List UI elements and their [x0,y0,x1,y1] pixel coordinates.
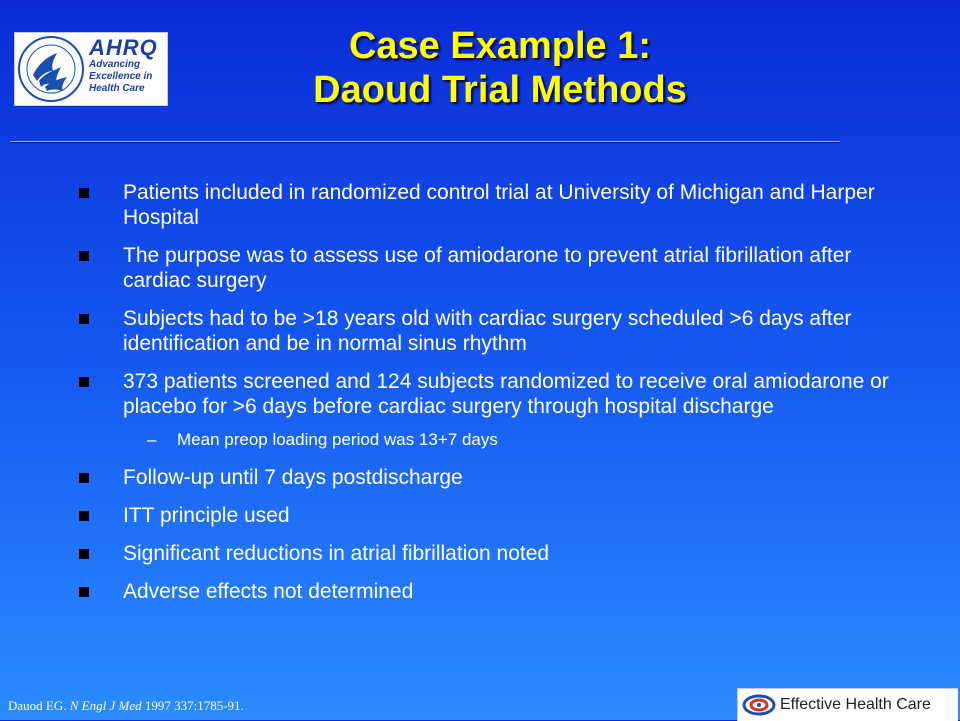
bullet-item [123,465,903,490]
square-bullet-icon [79,377,89,387]
bullet-item [123,180,903,230]
bullet-item [123,369,903,419]
hhs-seal-icon [17,35,85,103]
slide-title [200,24,800,112]
dash-bullet: – [147,430,157,449]
square-bullet-icon [79,314,89,324]
bullet-item [123,541,903,566]
square-bullet-icon [79,511,89,521]
bullet-item [123,306,903,356]
citation-ref: 1997 337:1785-91. [144,698,244,713]
logo-panel [14,32,168,106]
slide-title-line-2: Daoud Trial Methods [313,69,687,111]
ahrq-tagline-3: Health Care [89,83,145,94]
bullet-text: ITT principle used [123,504,290,527]
bullet-item [123,503,903,528]
bullet-text: Adverse effects not determined [123,580,414,603]
ehc-swirl-icon [742,693,776,717]
square-bullet-icon [79,188,89,198]
bullet-text: Subjects had to be >18 years old with cardiac surgery scheduled >6 days after identification and be in normal sinus rhythm [123,307,852,355]
citation-journal: N Engl J Med [69,698,142,713]
square-bullet-icon [79,587,89,597]
ahrq-tagline-1: Advancing [89,59,141,70]
title-divider [10,141,840,143]
citation-author: Dauod EG. [8,698,67,713]
ahrq-tagline-2: Excellence in [89,71,153,82]
bullet-text: Significant reductions in atrial fibrillation noted [123,542,550,565]
bullet-text: Patients included in randomized control trial at University of Michigan and Harper Hospital [123,181,875,229]
square-bullet-icon [79,251,89,261]
ahrq-logo [89,37,165,101]
effective-health-care-logo [737,688,958,721]
bullet-text: Follow-up until 7 days postdischarge [123,466,463,489]
sub-bullet-item [147,429,877,451]
ehc-label: Effective Health Care [780,696,931,713]
square-bullet-icon [79,473,89,483]
ahrq-name: AHRQ [89,35,158,60]
bullet-item [123,579,903,604]
sub-bullet-text: Mean preop loading period was 13+7 days [177,430,498,449]
bullet-text: The purpose was to assess use of amiodarone to prevent atrial fibrillation after cardiac surgery [123,244,852,292]
bullet-item [123,243,903,293]
bullet-text: 373 patients screened and 124 subjects randomized to receive oral amiodarone or placebo for >6 days before cardiac surgery through hospital discharge [123,370,889,418]
slide-title-line-1: Case Example 1: [348,25,652,67]
bullet-list [0,180,960,617]
citation [8,698,244,714]
square-bullet-icon [79,549,89,559]
